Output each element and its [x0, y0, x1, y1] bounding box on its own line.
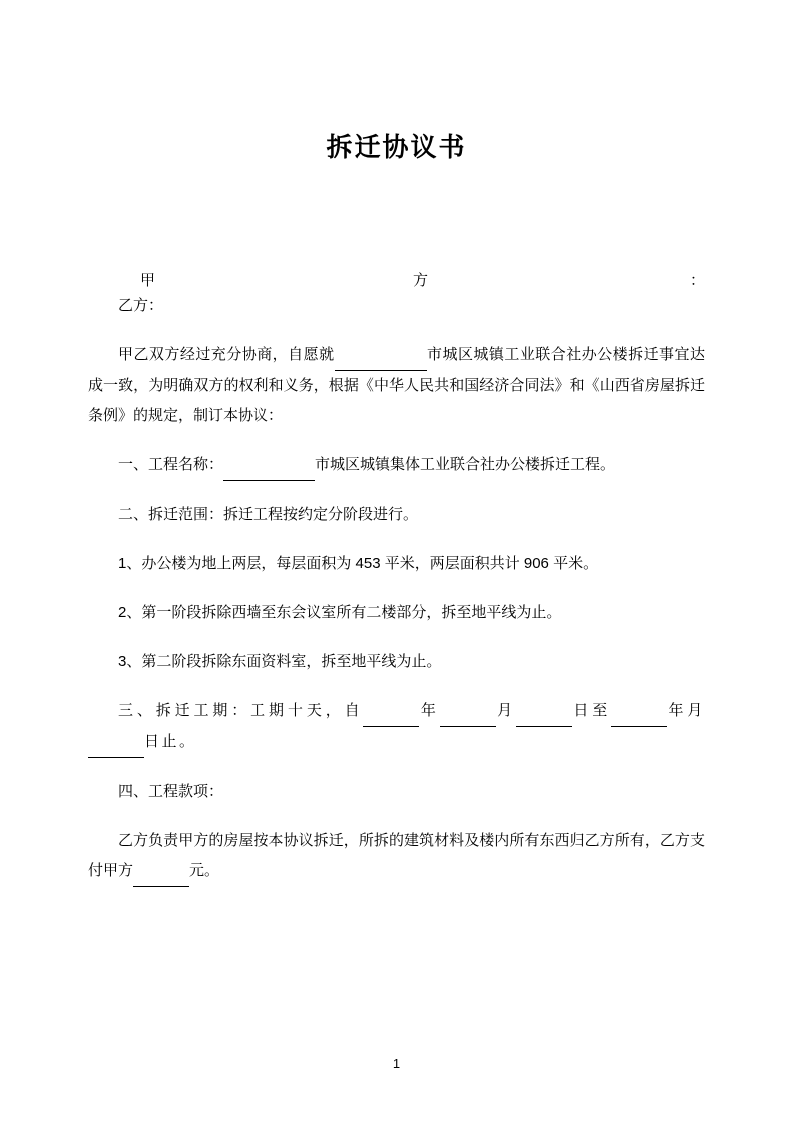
- preamble-segment-2: 市城区城镇工业联合社办公楼拆迁事宜达成一致，为明确双方的权利和义务，根据《中华人民共和国经济合同法》和《山西省房屋拆迁条例》的规定，制订本协议：: [88, 346, 705, 425]
- payment-body-segment-2: 元。: [189, 862, 220, 880]
- clause-duration: [88, 696, 705, 758]
- party-b-line: 乙方：: [118, 297, 164, 315]
- payment-body-segment-1: 乙方负责甲方的房屋按本协议拆迁，所拆的建筑材料及楼内所有东西归乙方所有，乙方支付甲方: [88, 832, 705, 880]
- clause-payment-body: [88, 826, 705, 887]
- duration-end-day-blank: [88, 727, 144, 758]
- preamble-blank-field: [335, 340, 427, 371]
- party-a-label-second: 方: [413, 272, 429, 290]
- clause-payment-heading: 四、工程款项：: [118, 783, 224, 801]
- page-number: 1: [392, 1056, 401, 1071]
- party-a-row: [88, 269, 705, 291]
- duration-start-month-blank: [440, 696, 496, 727]
- preamble-segment-1: 甲乙双方经过充分协商，自愿就: [118, 346, 335, 364]
- duration-start-year-blank: [363, 696, 419, 727]
- preamble-paragraph: [88, 340, 705, 431]
- payment-amount-blank: [133, 856, 189, 887]
- clause-duration-segment-1: 三、拆迁工期：工期十天，自: [118, 702, 364, 720]
- party-a-colon: ：: [690, 272, 706, 290]
- clause-duration-segment-3: 月: [495, 702, 516, 720]
- clause-project-name-prefix: 一、工程名称：: [118, 456, 224, 474]
- duration-end-year-blank: [611, 696, 667, 727]
- clause-item-1: 1、办公楼为地上两层，每层面积为 453 平米，两层面积共计 906 平米。: [118, 555, 599, 573]
- duration-start-day-blank: [516, 696, 572, 727]
- party-a-label: 甲: [140, 272, 156, 290]
- clause-project-name-suffix: 市城区城镇集体工业联合社办公楼拆迁工程。: [315, 456, 616, 474]
- clause-duration-segment-7: 日止。: [144, 733, 197, 751]
- clause-item-3: 3、第二阶段拆除东面资料室，拆至地平线为止。: [118, 653, 442, 671]
- clause-project-name: [88, 450, 705, 481]
- clause-duration-segment-5: 年: [667, 702, 688, 720]
- clause-duration-segment-6: 月: [687, 702, 705, 720]
- clause-duration-segment-4: 日至: [572, 702, 612, 720]
- clause-project-name-blank: [223, 450, 315, 481]
- clause-item-2: 2、第一阶段拆除西墙至东会议室所有二楼部分，拆至地平线为止。: [118, 604, 562, 622]
- clause-scope: 二、拆迁范围：拆迁工程按约定分阶段进行。: [118, 506, 419, 524]
- clause-duration-segment-2: 年: [419, 702, 440, 720]
- page-title: 拆迁协议书: [326, 132, 467, 162]
